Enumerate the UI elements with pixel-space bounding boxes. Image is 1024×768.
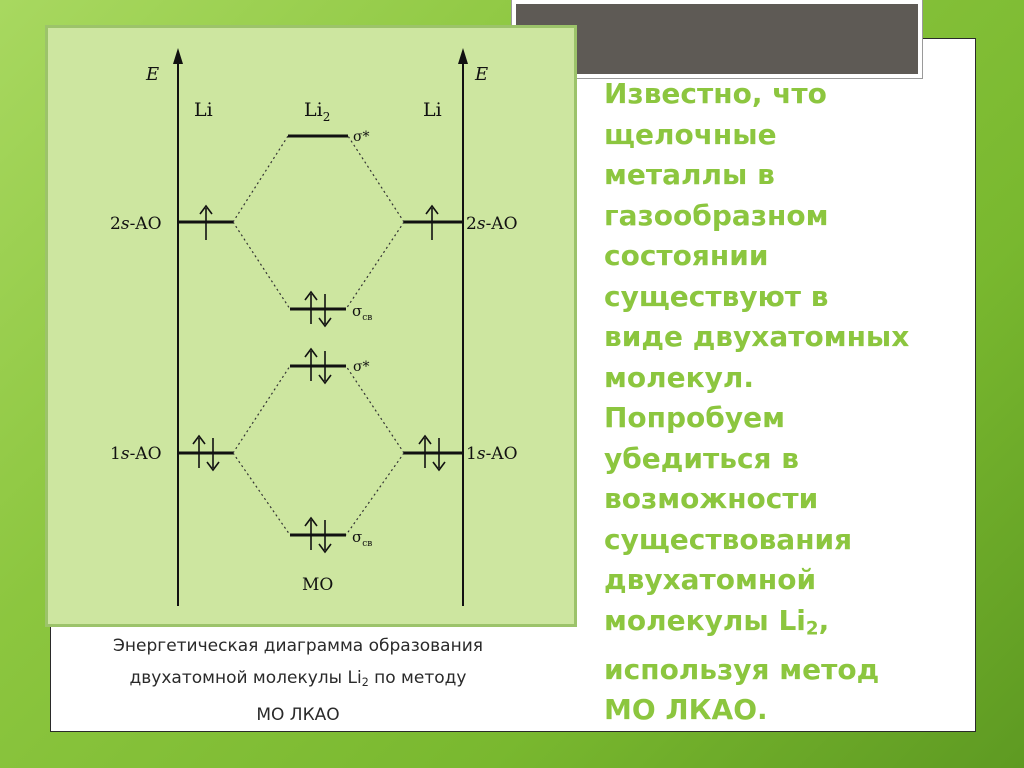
explanation-text — [604, 74, 964, 731]
mo-diagram — [45, 25, 577, 627]
ao-2s-label-left: 2s-AO — [110, 214, 162, 234]
ao-1s-left — [178, 436, 233, 470]
text-line: газообразном — [604, 198, 829, 232]
mo-sigma-bond-2s — [290, 292, 346, 326]
diagram-caption — [50, 630, 546, 731]
text-line: используя метод — [604, 652, 880, 686]
text-line: существования — [604, 522, 853, 556]
atom-label-left: Li — [194, 99, 213, 121]
caption-line-2: двухатомной молекулы $Li_2$ по методу — [129, 668, 467, 689]
sigma-bond-1s-label: $\sigma_{св}$ — [352, 528, 373, 549]
atom-label-right: Li — [423, 99, 442, 121]
ao-1s-label-right: 1s-AO — [466, 444, 518, 464]
text-line: возможности — [604, 482, 819, 515]
ao-2s-left — [178, 206, 233, 240]
text-line: убедиться в — [604, 441, 800, 475]
sigma-bond-2s-label: $\sigma_{св}$ — [352, 302, 373, 323]
text-line: двухатомной — [604, 563, 817, 596]
text-line: состоянии — [604, 239, 769, 272]
text-line: МО ЛКАО. — [604, 693, 768, 727]
text-line: Известно, что — [604, 77, 827, 110]
ao-1s-label-left: 1s-AO — [110, 444, 162, 464]
text-line: существуют в — [604, 279, 829, 313]
text-line: молекул. — [604, 360, 755, 394]
sigma-star-1s-label: σ* — [353, 359, 370, 375]
ao-2s-label-right: 2s-AO — [466, 214, 518, 234]
text-line: виде двухатомных — [604, 320, 910, 353]
text-line: металлы в — [604, 158, 775, 191]
right-energy-axis — [458, 48, 468, 606]
ao-2s-right — [404, 206, 463, 240]
sigma-star-2s-label: σ* — [353, 129, 370, 145]
mo-diagram-svg — [48, 28, 580, 630]
text-line: Попробуем — [604, 401, 785, 434]
molecule-label: $Li_2$ — [304, 99, 331, 124]
mo-sigma-bond-1s — [290, 518, 346, 552]
text-line: щелочные — [604, 117, 777, 151]
text-line-molecule: молекулы $Li_2$, — [604, 603, 830, 640]
mo-label: MO — [302, 575, 334, 595]
caption-line-1: Энергетическая диаграмма образования — [113, 636, 483, 656]
ao-1s-right — [404, 436, 463, 470]
mo-sigma-star-1s — [290, 349, 346, 383]
energy-axis-label-right: E — [475, 64, 489, 85]
energy-axis-label-left: E — [146, 64, 160, 85]
caption-line-3: МО ЛКАО — [256, 704, 340, 725]
correlation-lines — [233, 136, 404, 535]
left-energy-axis — [173, 48, 183, 606]
